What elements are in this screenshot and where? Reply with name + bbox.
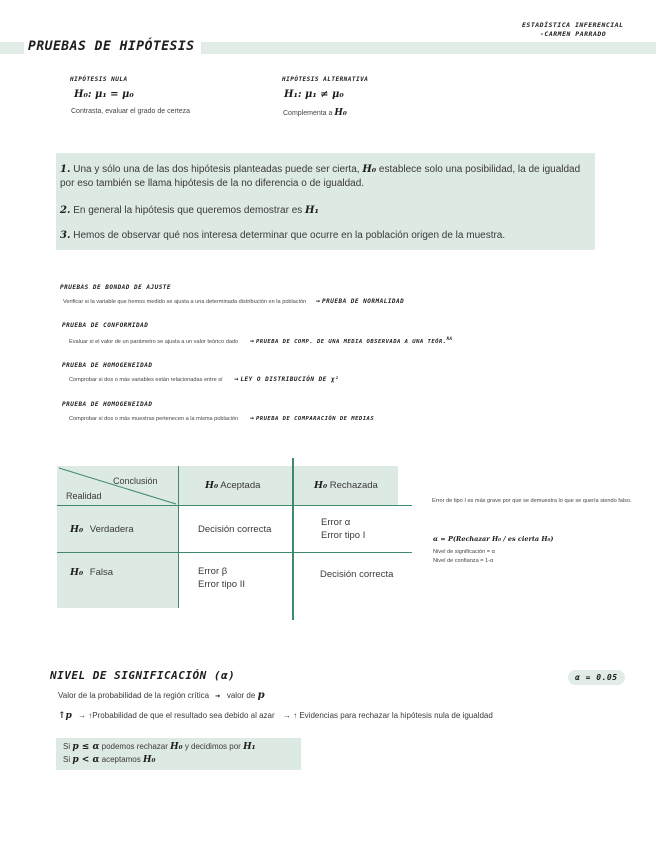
row-label: Verdadera	[89, 524, 134, 535]
cell-type1-error	[321, 516, 365, 542]
significance-line-1	[58, 690, 265, 701]
row-symbol: H₀	[70, 567, 84, 578]
confidence-level: Nivel de confianza = 1-α	[433, 558, 494, 564]
table-corner-top: Conclusión	[113, 476, 158, 486]
alt-hypothesis-formula: H₁: μ₁ ≠ μ₀	[284, 89, 344, 100]
alt-desc-symbol: H₀	[334, 108, 347, 118]
rule-h0: H₀	[170, 742, 183, 752]
null-hypothesis-formula: H₀: μ₁ = μ₀	[74, 89, 134, 100]
test-arrow: →	[249, 336, 255, 345]
rule-h1: H₁	[243, 742, 256, 752]
alt-hypothesis-desc	[283, 108, 347, 118]
test-result: LEY O DISTRIBUCIÓN DE χ²	[240, 376, 340, 383]
error-alpha: Error α	[321, 517, 351, 528]
table-vline-1	[178, 466, 179, 608]
point-3	[60, 229, 590, 243]
test-row	[69, 375, 629, 383]
table-row-header-true	[70, 524, 134, 535]
table-hline-2	[57, 552, 412, 553]
null-hypothesis-desc: Contrasta, evaluar el grado de certeza	[71, 108, 191, 115]
header-subject: ESTADÍSTICA INFERENCIAL	[522, 21, 624, 29]
test-row	[63, 297, 623, 305]
test-row	[69, 336, 629, 345]
point-1	[60, 163, 590, 191]
point-number: 1.	[60, 164, 71, 175]
test-title: PRUEBA DE CONFORMIDAD	[62, 322, 149, 329]
col-symbol: H₀	[205, 480, 219, 491]
line2-evidence: → ↑ Evidencias para rechazar la hipótesis nula de igualdad	[282, 711, 493, 720]
test-arrow: →	[315, 297, 321, 305]
table-rowhead-bg	[57, 506, 178, 608]
point-number: 3.	[60, 230, 71, 241]
rule-text: y decidimos por	[184, 742, 241, 751]
table-row-header-false	[70, 567, 113, 578]
point-symbol: H₁	[305, 205, 319, 216]
point-symbol: H₀	[362, 164, 377, 175]
alt-desc-text: Complementa a	[283, 110, 333, 117]
line1-arrow: →	[215, 691, 221, 700]
table-col-header-accepted	[205, 480, 260, 491]
test-arrow: →	[249, 414, 255, 422]
table-vline-2	[292, 458, 294, 620]
point-text: Una y sólo una de las dos hipótesis planteadas puede ser cierta,	[73, 164, 360, 175]
test-result: PRUEBA DE COMP. DE UNA MEDIA OBSERVADA A UNA TEÓR.	[256, 338, 447, 345]
cell-type2-error	[198, 565, 245, 591]
table-hline-1	[57, 505, 412, 506]
alpha-formula: α = P(Rechazar H₀ / es cierta H₀)	[433, 535, 554, 543]
table-col-header-rejected	[314, 480, 378, 491]
test-sup: NA	[446, 336, 453, 341]
test-title: PRUEBA DE HOMOGENEIDAD	[62, 401, 153, 408]
test-desc: Comprobar si dos o más muestras pertenecen a la misma población	[69, 416, 239, 422]
rule-text: podemos rechazar	[101, 742, 168, 751]
test-desc: Verificar si la variable que hemos medido se ajusta a una determinada distribución en la población	[63, 299, 307, 305]
col-label: Aceptada	[220, 480, 261, 491]
point-text: Hemos de observar qué nos interesa determinar que ocurre en la población origen de la muestra.	[73, 230, 506, 241]
significance-title: NIVEL DE SIGNIFICACIÓN (α)	[50, 669, 236, 682]
table-corner-bottom: Realidad	[66, 491, 102, 501]
p-increase: ↑p	[58, 711, 72, 721]
test-result: PRUEBA DE NORMALIDAD	[322, 298, 405, 305]
test-title: PRUEBA DE HOMOGENEIDAD	[62, 362, 153, 369]
col-label: Rechazada	[329, 480, 378, 491]
alt-hypothesis-label: HIPÓTESIS ALTERNATIVA	[282, 76, 369, 83]
rule-condition: p < α	[72, 755, 100, 765]
error-beta: Error β	[198, 566, 228, 577]
row-symbol: H₀	[70, 524, 84, 535]
page-title: PRUEBAS DE HIPÓTESIS	[24, 39, 201, 54]
line2-prob: → ↑Probabilidad de que el resultado sea debido al azar	[78, 711, 275, 720]
rule-text: Si	[63, 742, 71, 751]
row-label: Falsa	[89, 567, 114, 578]
p-symbol: p	[257, 690, 265, 701]
error-type-2: Error tipo II	[198, 579, 245, 590]
line1-result: valor de	[226, 691, 256, 700]
rule-text: Si	[63, 755, 71, 764]
alpha-badge: α = 0.05	[568, 670, 625, 685]
side-note: Error de tipo I es más grave por que se demuestra lo que se quería siendo falso.	[432, 498, 632, 504]
test-desc: Evaluar si el valor de un parámetro se ajusta a un valor teórico dado	[69, 338, 239, 345]
rule-condition: p ≤ α	[72, 742, 100, 752]
point-text-cont: establece solo una posibilidad, la de igualdad por eso también se llama hipótesis de la no diferencia o de igualdad.	[60, 164, 581, 189]
rule-1	[63, 742, 256, 752]
significance-level: Nivel de significación = α	[433, 549, 495, 555]
test-title: PRUEBAS DE BONDAD DE AJUSTE	[60, 284, 172, 291]
significance-line-2	[58, 711, 493, 721]
error-type-1: Error tipo I	[321, 530, 366, 541]
cell-correct-decision: Decisión correcta	[198, 524, 272, 535]
test-arrow: →	[234, 375, 239, 383]
test-row	[69, 414, 629, 422]
line1-text: Valor de la probabilidad de la región crítica	[58, 691, 210, 700]
cell-correct-decision-2: Decisión correcta	[320, 569, 394, 580]
rule-text: aceptamos	[101, 755, 141, 764]
header-author: -CARMEN PARRADO	[540, 30, 607, 38]
point-2	[60, 204, 590, 218]
rule-h0: H₀	[143, 755, 156, 765]
point-number: 2.	[60, 205, 71, 216]
test-result: PRUEBA DE COMPARACIÓN DE MEDIAS	[255, 416, 375, 422]
point-text: En general la hipótesis que queremos demostrar es	[73, 205, 303, 216]
null-hypothesis-label: HIPÓTESIS NULA	[70, 76, 128, 83]
rule-2	[63, 755, 155, 765]
test-desc: Comprobar si dos o más variables están relacionadas entre sí	[69, 377, 223, 383]
col-symbol: H₀	[314, 480, 328, 491]
